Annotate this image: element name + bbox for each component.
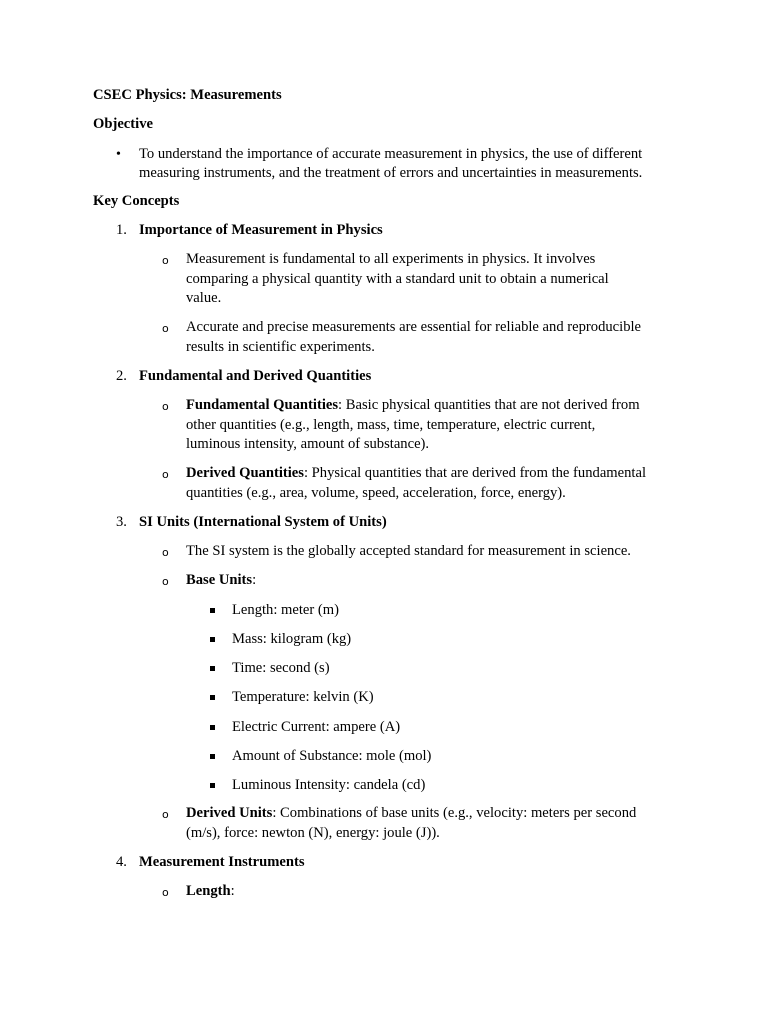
item-text: : Physical quantities that are derived from the fundamental bbox=[303, 465, 647, 481]
item-text: : bbox=[252, 572, 257, 588]
base-unit-item: Electric Current: ampere (A) bbox=[232, 719, 401, 735]
square-bullet-icon bbox=[210, 695, 215, 700]
sub-bullet-marker: o bbox=[162, 546, 169, 559]
sub-bullet-marker: o bbox=[162, 468, 169, 481]
section-number: 4. bbox=[116, 854, 127, 870]
item-text-line: luminous intensity, amount of substance). bbox=[186, 436, 430, 452]
item-text-line: results in scientific experiments. bbox=[186, 339, 375, 355]
square-bullet-icon bbox=[210, 666, 215, 671]
item-text-line: Accurate and precise measurements are essential for reliable and reproducible bbox=[186, 319, 642, 335]
objective-text-line-2: measuring instruments, and the treatment of errors and uncertainties in measurements. bbox=[139, 165, 643, 181]
key-concepts-heading: Key Concepts bbox=[93, 193, 180, 209]
sub-bullet-marker: o bbox=[162, 886, 169, 899]
square-bullet-icon bbox=[210, 754, 215, 759]
item-text-line: comparing a physical quantity with a standard unit to obtain a numerical bbox=[186, 271, 609, 287]
item-text: : bbox=[230, 883, 235, 899]
square-bullet-icon bbox=[210, 725, 215, 730]
base-unit-item: Luminous Intensity: candela (cd) bbox=[232, 777, 426, 793]
term-base-units: Base Units bbox=[186, 572, 253, 588]
item-text-line bbox=[186, 464, 646, 484]
section-heading-si-units: SI Units (International System of Units) bbox=[139, 514, 387, 530]
section-number: 1. bbox=[116, 222, 127, 238]
section-heading-measurement-importance: Importance of Measurement in Physics bbox=[139, 222, 383, 238]
item-text-line: value. bbox=[186, 290, 222, 306]
item-text-line: The SI system is the globally accepted standard for measurement in science. bbox=[186, 543, 631, 559]
base-unit-item: Temperature: kelvin (K) bbox=[232, 689, 374, 705]
section-number: 3. bbox=[116, 514, 127, 530]
term-length: Length bbox=[186, 883, 231, 899]
item-text-line bbox=[186, 804, 636, 824]
item-text: : Combinations of base units (e.g., velocity: meters per second bbox=[272, 805, 637, 821]
sub-bullet-marker: o bbox=[162, 575, 169, 588]
document-title: CSEC Physics: Measurements bbox=[93, 87, 282, 103]
item-text-line: quantities (e.g., area, volume, speed, acceleration, force, energy). bbox=[186, 485, 566, 501]
item-text-line bbox=[186, 396, 640, 416]
sub-bullet-marker: o bbox=[162, 808, 169, 821]
square-bullet-icon bbox=[210, 637, 215, 642]
objective-bullet: • bbox=[116, 147, 121, 162]
base-unit-item: Length: meter (m) bbox=[232, 602, 339, 618]
base-unit-item: Time: second (s) bbox=[232, 660, 330, 676]
base-unit-item: Amount of Substance: mole (mol) bbox=[232, 748, 432, 764]
term-fundamental-quantities: Fundamental Quantities bbox=[186, 397, 339, 413]
item-text-line: Measurement is fundamental to all experiments in physics. It involves bbox=[186, 251, 596, 267]
section-number: 2. bbox=[116, 368, 127, 384]
square-bullet-icon bbox=[210, 608, 215, 613]
term-derived-quantities: Derived Quantities bbox=[186, 465, 304, 481]
term-derived-units: Derived Units bbox=[186, 805, 273, 821]
section-heading-instruments: Measurement Instruments bbox=[139, 854, 305, 870]
objective-text-line-1: To understand the importance of accurate measurement in physics, the use of different bbox=[139, 146, 643, 162]
sub-bullet-marker: o bbox=[162, 322, 169, 335]
item-text-line bbox=[186, 882, 235, 902]
item-text-line: (m/s), force: newton (N), energy: joule (J)). bbox=[186, 825, 440, 841]
sub-bullet-marker: o bbox=[162, 400, 169, 413]
objective-heading: Objective bbox=[93, 116, 153, 132]
sub-bullet-marker: o bbox=[162, 254, 169, 267]
section-heading-quantities: Fundamental and Derived Quantities bbox=[139, 368, 372, 384]
square-bullet-icon bbox=[210, 783, 215, 788]
item-text-line: other quantities (e.g., length, mass, time, temperature, electric current, bbox=[186, 417, 596, 433]
item-text-line bbox=[186, 571, 256, 591]
item-text: : Basic physical quantities that are not derived from bbox=[338, 397, 640, 413]
base-unit-item: Mass: kilogram (kg) bbox=[232, 631, 352, 647]
